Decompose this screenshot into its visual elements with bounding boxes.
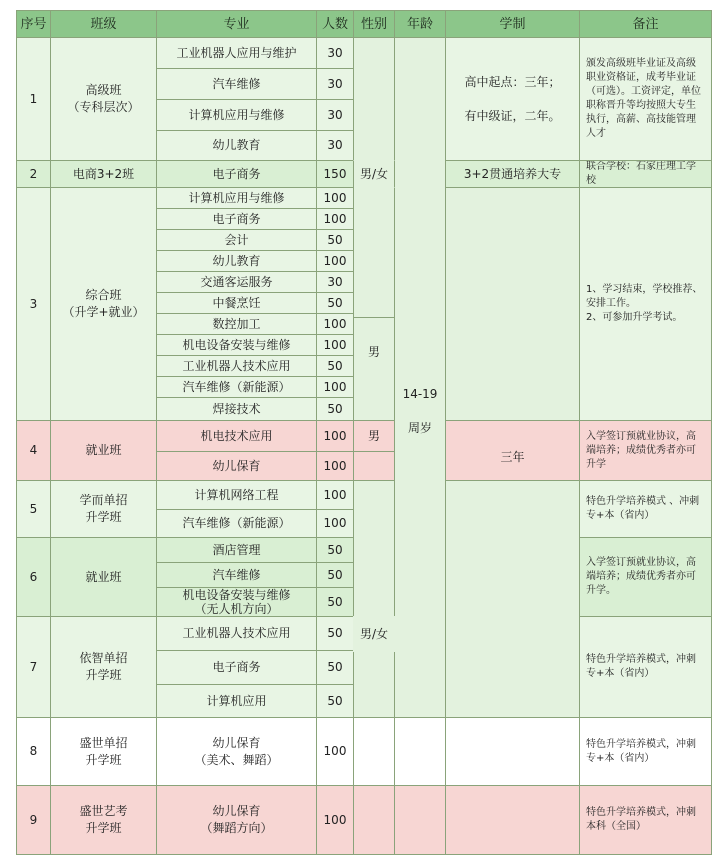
row8-gender bbox=[353, 717, 395, 786]
row6-major-2: 汽车维修 bbox=[156, 562, 317, 588]
row1-count-2: 30 bbox=[316, 68, 354, 100]
row3-major-9: 工业机器人技术应用 bbox=[156, 355, 317, 377]
row3-major-10: 汽车维修（新能源） bbox=[156, 376, 317, 398]
row5-major-1: 计算机网络工程 bbox=[156, 480, 317, 510]
row4-major-2: 幼儿保育 bbox=[156, 451, 317, 481]
row9-no: 9 bbox=[16, 785, 51, 855]
row1-major-4: 幼儿教育 bbox=[156, 130, 317, 161]
row3-major-1: 计算机应用与维修 bbox=[156, 187, 317, 209]
row3-major-7: 数控加工 bbox=[156, 313, 317, 335]
row3-note: 1、学习结束，学校推荐、安排工作。 2、可参加升学考试。 bbox=[579, 187, 712, 421]
age-column: 14-19 周岁 bbox=[394, 37, 446, 785]
row7-count-3: 50 bbox=[316, 684, 354, 718]
row3-count-10: 100 bbox=[316, 376, 354, 398]
row1-no: 1 bbox=[16, 37, 51, 161]
row6-count-1: 50 bbox=[316, 537, 354, 563]
row3-count-2: 100 bbox=[316, 208, 354, 230]
row1-major-2: 汽车维修 bbox=[156, 68, 317, 100]
row9-major: 幼儿保育 （舞蹈方向） bbox=[156, 785, 317, 855]
row3-count-5: 30 bbox=[316, 271, 354, 293]
row1-count-3: 30 bbox=[316, 99, 354, 131]
row9-class: 盛世艺考 升学班 bbox=[50, 785, 157, 855]
row2-major: 电子商务 bbox=[156, 160, 317, 188]
row6-count-3: 50 bbox=[316, 587, 354, 617]
row4-major-1: 机电技术应用 bbox=[156, 420, 317, 452]
row4-gender: 男 bbox=[353, 420, 395, 452]
row4-system: 三年 bbox=[445, 420, 580, 481]
row3-count-11: 50 bbox=[316, 397, 354, 421]
row3-class: 综合班 （升学+就业） bbox=[50, 187, 157, 421]
row7-class: 依智单招 升学班 bbox=[50, 616, 157, 718]
row5-class: 学而单招 升学班 bbox=[50, 480, 157, 538]
row3-count-8: 100 bbox=[316, 334, 354, 356]
row7-count-2: 50 bbox=[316, 650, 354, 685]
row3-count-3: 50 bbox=[316, 229, 354, 251]
row2-gender: 男/女 bbox=[353, 160, 395, 188]
row4-count-1: 100 bbox=[316, 420, 354, 452]
row6-note: 入学签订预就业协议，高端培养；成绩优秀者亦可升学。 bbox=[579, 537, 712, 617]
row1-count-1: 30 bbox=[316, 37, 354, 69]
row5-major-2: 汽车维修（新能源） bbox=[156, 509, 317, 538]
header-no: 序号 bbox=[16, 10, 51, 38]
system-column-middle bbox=[445, 187, 580, 421]
row5-count-2: 100 bbox=[316, 509, 354, 538]
row5-no: 5 bbox=[16, 480, 51, 538]
row1-major-3: 计算机应用与维修 bbox=[156, 99, 317, 131]
row8-count: 100 bbox=[316, 717, 354, 786]
row3-count-4: 100 bbox=[316, 250, 354, 272]
row8-system bbox=[445, 717, 580, 786]
row3-count-9: 50 bbox=[316, 355, 354, 377]
row6-count-2: 50 bbox=[316, 562, 354, 588]
header-count: 人数 bbox=[316, 10, 354, 38]
row4-note: 入学签订预就业协议，高端培养；成绩优秀者亦可升学 bbox=[579, 420, 712, 481]
row8-age bbox=[394, 717, 446, 786]
row9-note: 特色升学培养模式，冲刺本科（全国） bbox=[579, 785, 712, 855]
row3-count-6: 50 bbox=[316, 292, 354, 314]
row6-major-3: 机电设备安装与维修 （无人机方向） bbox=[156, 587, 317, 617]
row2-no: 2 bbox=[16, 160, 51, 188]
row2-note: 联合学校：石家庄理工学校 bbox=[579, 160, 712, 188]
row4-no: 4 bbox=[16, 420, 51, 481]
row3-major-8: 机电设备安装与维修 bbox=[156, 334, 317, 356]
row7-note: 特色升学培养模式，冲刺专+本（省内） bbox=[579, 616, 712, 718]
row1-note: 颁发高级班毕业证及高级职业资格证，成考毕业证（可选）。工资评定，单位职称晋升等均按照大专生执行，高薪、高技能管理人才 bbox=[579, 37, 712, 161]
row8-note: 特色升学培养模式，冲刺专+本（省内） bbox=[579, 717, 712, 786]
row6-no: 6 bbox=[16, 537, 51, 617]
row1-major-1: 工业机器人应用与维护 bbox=[156, 37, 317, 69]
row1-count-4: 30 bbox=[316, 130, 354, 161]
row2-count: 150 bbox=[316, 160, 354, 188]
row7-no: 7 bbox=[16, 616, 51, 718]
row5-count-1: 100 bbox=[316, 480, 354, 510]
row4-class: 就业班 bbox=[50, 420, 157, 481]
row3-no: 3 bbox=[16, 187, 51, 421]
row1-system: 高中起点：三年； 有中级证，二年。 bbox=[445, 37, 580, 161]
row3-major-5: 交通客运服务 bbox=[156, 271, 317, 293]
row2-system: 3+2贯通培养大专 bbox=[445, 160, 580, 188]
row7-count-1: 50 bbox=[316, 616, 354, 651]
row3-major-4: 幼儿教育 bbox=[156, 250, 317, 272]
row6-major-1: 酒店管理 bbox=[156, 537, 317, 563]
row8-no: 8 bbox=[16, 717, 51, 786]
row7-gender: 男/女 bbox=[353, 616, 395, 652]
row3-major-11: 焊接技术 bbox=[156, 397, 317, 421]
row4-count-2: 100 bbox=[316, 451, 354, 481]
row9-gender bbox=[353, 785, 395, 855]
row3-major-3: 会计 bbox=[156, 229, 317, 251]
row9-system bbox=[445, 785, 580, 855]
header-system: 学制 bbox=[445, 10, 580, 38]
row9-age bbox=[394, 785, 446, 855]
header-class: 班级 bbox=[50, 10, 157, 38]
row6-class: 就业班 bbox=[50, 537, 157, 617]
row2-class: 电商3+2班 bbox=[50, 160, 157, 188]
row7-major-2: 电子商务 bbox=[156, 650, 317, 685]
row3-count-1: 100 bbox=[316, 187, 354, 209]
row4-gender-blank bbox=[353, 451, 395, 481]
row3-gender: 男 bbox=[353, 317, 395, 421]
row7-major-1: 工业机器人技术应用 bbox=[156, 616, 317, 651]
row3-count-7: 100 bbox=[316, 313, 354, 335]
header-major: 专业 bbox=[156, 10, 317, 38]
row7-major-3: 计算机应用 bbox=[156, 684, 317, 718]
row3-major-2: 电子商务 bbox=[156, 208, 317, 230]
row8-class: 盛世单招 升学班 bbox=[50, 717, 157, 786]
row5-note: 特色升学培养模式 、冲刺专+本（省内） bbox=[579, 480, 712, 538]
row9-count: 100 bbox=[316, 785, 354, 855]
row3-major-6: 中餐烹饪 bbox=[156, 292, 317, 314]
header-age: 年龄 bbox=[394, 10, 446, 38]
header-note: 备注 bbox=[579, 10, 712, 38]
row8-major: 幼儿保育 （美术、舞蹈） bbox=[156, 717, 317, 786]
header-gender: 性别 bbox=[353, 10, 395, 38]
row1-class: 高级班 （专科层次） bbox=[50, 37, 157, 161]
